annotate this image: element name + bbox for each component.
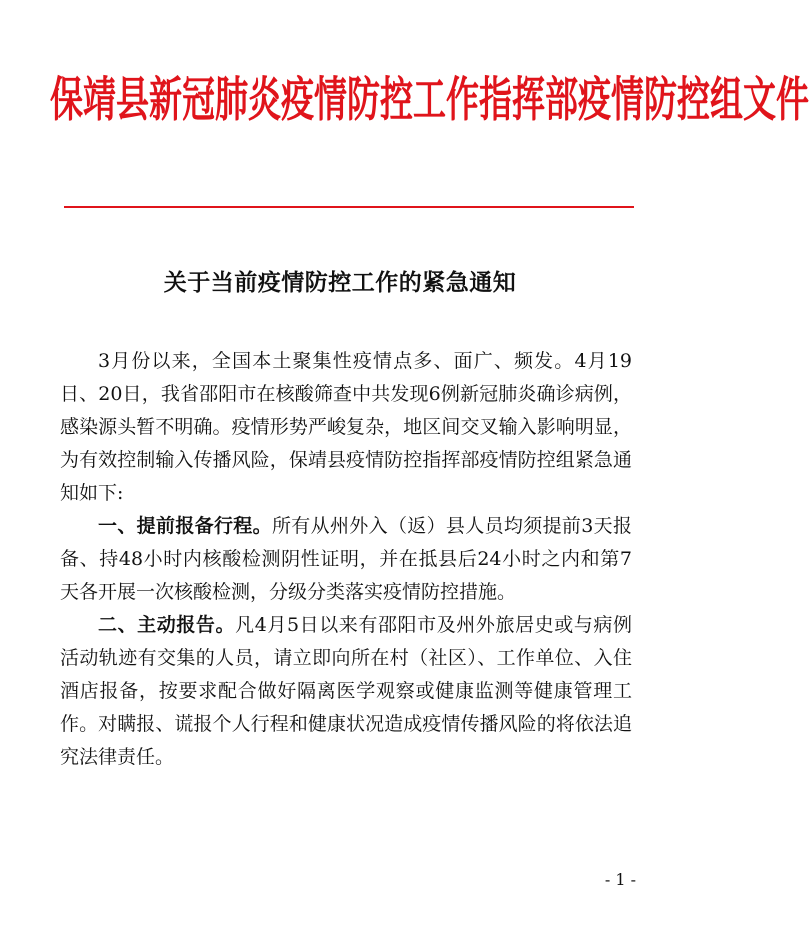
document-header-title: 保靖县新冠肺炎疫情防控工作指挥部疫情防控组文件 xyxy=(50,71,809,128)
paragraph-item-2 xyxy=(60,609,632,774)
header-red-rule xyxy=(64,206,634,208)
notice-title: 关于当前疫情防控工作的紧急通知 xyxy=(163,269,517,296)
paragraph-item-2-text: 凡4月5日以来有邵阳市及州外旅居史或与病例活动轨迹有交集的人员，请立即向所在村（社区）、工作单位、入住酒店报备，按要求配合做好隔离医学观察或健康监测等健康管理工作。对瞒报、谎报个人行程和健康状况造成疫情传播风险的将依法追究法律责任。 xyxy=(60,614,632,768)
paragraph-item-2-heading: 二、主动报告。 xyxy=(98,614,236,636)
paragraph-item-1 xyxy=(60,510,632,609)
paragraph-intro-text: 3月份以来，全国本土聚集性疫情点多、面广、频发。4月19日、20日，我省邵阳市在核酸筛查中共发现6例新冠肺炎确诊病例，感染源头暂不明确。疫情形势严峻复杂，地区间交叉输入影响明显，为有效控制输入传播风险，保靖县疫情防控指挥部疫情防控组紧急通知如下: xyxy=(60,350,632,504)
paragraph-item-1-heading: 一、提前报备行程。 xyxy=(98,515,272,537)
paragraph-item-1-text: 所有从州外入（返）县人员均须提前3天报备、持48小时内核酸检测阴性证明，并在抵县后24小时之内和第7天各开展一次核酸检测，分级分类落实疫情防控措施。 xyxy=(60,515,632,603)
notice-body xyxy=(60,345,632,774)
paragraph-intro xyxy=(60,345,632,510)
page-number: - 1 - xyxy=(604,870,636,889)
